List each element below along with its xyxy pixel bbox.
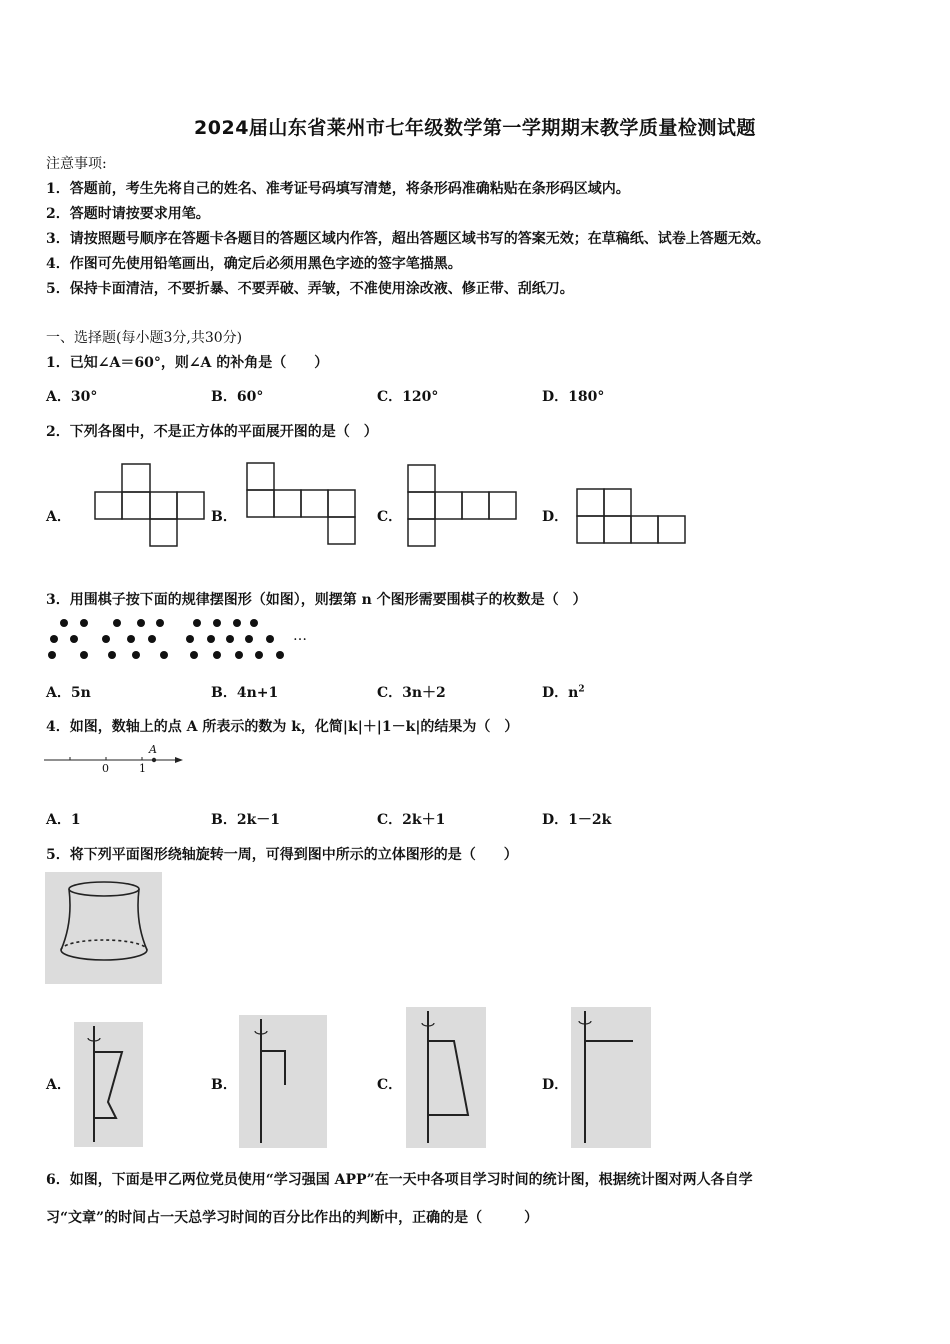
question-6-line-1: 6．如图，下面是甲乙两位党员使用“学习强国 APP”在一天中各项目学习时间的统计图，根据统计图对两人各自学: [46, 1172, 753, 1188]
q5-solid-figure: [45, 872, 162, 984]
q5-option-c[interactable]: C．: [377, 1077, 403, 1093]
question-4-stem: 4．如图，数轴上的点 A 所表示的数为 k，化简|k|＋|1－k|的结果为（ ）: [46, 719, 519, 735]
q3-option-c[interactable]: C．3n＋2: [377, 685, 446, 701]
q4-number-line: [44, 744, 186, 774]
note-item: 4．作图可先使用铅笔画出，确定后必须用黑色字迹的签字笔描黑。: [46, 256, 462, 272]
q2-net-d: [576, 488, 688, 548]
q3-option-d[interactable]: [542, 682, 585, 702]
q1-option-d[interactable]: D．180°: [542, 389, 605, 405]
question-6-line-2: 习“文章”的时间占一天总学习时间的百分比作出的判断中，正确的是（ ）: [46, 1210, 539, 1226]
q3-option-b[interactable]: B．4n+1: [211, 685, 279, 701]
q2-option-b[interactable]: B．: [211, 509, 237, 525]
q4-tick-one: 1: [139, 762, 146, 775]
q4-point-label: A: [149, 743, 157, 756]
q5-option-d[interactable]: D．: [542, 1077, 569, 1093]
q2-net-b: [246, 462, 356, 546]
q5-option-a[interactable]: A．: [46, 1077, 71, 1093]
q2-net-a: [94, 463, 206, 547]
q5-shape-c: [406, 1007, 486, 1148]
note-item: 3．请按照题号顺序在答题卡各题目的答题区域内作答，超出答题区域书写的答案无效；在草稿纸、试卷上答题无效。: [46, 231, 770, 247]
q1-option-c[interactable]: C．120°: [377, 389, 439, 405]
q3-go-stone-pattern: [44, 618, 304, 662]
note-item: 2．答题时请按要求用笔。: [46, 206, 210, 222]
q5-shape-a: [74, 1022, 143, 1147]
q4-option-c[interactable]: C．2k＋1: [377, 812, 446, 828]
q5-option-b[interactable]: B．: [211, 1077, 237, 1093]
question-3-stem: 3．用围棋子按下面的规律摆图形（如图），则摆第 n 个图形需要围棋子的枚数是（ ）: [46, 592, 587, 608]
q2-option-d[interactable]: D．: [542, 509, 569, 525]
question-2-stem: 2．下列各图中，不是正方体的平面展开图的是（ ）: [46, 424, 378, 440]
note-item: 5．保持卡面清洁，不要折暴、不要弄破、弄皱，不准使用涂改液、修正带、刮纸刀。: [46, 281, 574, 297]
q2-net-c: [407, 464, 517, 548]
notes-heading: 注意事项:: [46, 156, 107, 172]
q1-option-b[interactable]: B．60°: [211, 389, 264, 405]
q3-option-a[interactable]: A．5n: [46, 685, 91, 701]
question-1-stem: 1．已知∠A＝60°，则∠A 的补角是（ ）: [46, 355, 329, 371]
q4-option-b[interactable]: B．2k－1: [211, 812, 281, 828]
q2-option-c[interactable]: C．: [377, 509, 403, 525]
q5-shape-d: [571, 1007, 651, 1148]
page-title: 2024届山东省莱州市七年级数学第一学期期末教学质量检测试题: [194, 117, 756, 139]
q4-option-d[interactable]: D．1－2k: [542, 812, 612, 828]
q3-option-d-text: D．n: [542, 685, 579, 701]
q5-shape-b: [239, 1015, 327, 1148]
q4-tick-zero: 0: [102, 762, 109, 775]
q3-option-d-exponent: 2: [578, 684, 585, 695]
q4-option-a[interactable]: A．1: [46, 812, 81, 828]
section-heading: 一、选择题(每小题3分,共30分): [46, 330, 243, 346]
q3-ellipsis: …: [293, 628, 307, 644]
question-5-stem: 5．将下列平面图形绕轴旋转一周，可得到图中所示的立体图形的是（ ）: [46, 847, 518, 863]
q1-option-a[interactable]: A．30°: [46, 389, 98, 405]
note-item: 1．答题前，考生先将自己的姓名、准考证号码填写清楚，将条形码准确粘贴在条形码区域内。: [46, 181, 630, 197]
q2-option-a[interactable]: A．: [46, 509, 71, 525]
